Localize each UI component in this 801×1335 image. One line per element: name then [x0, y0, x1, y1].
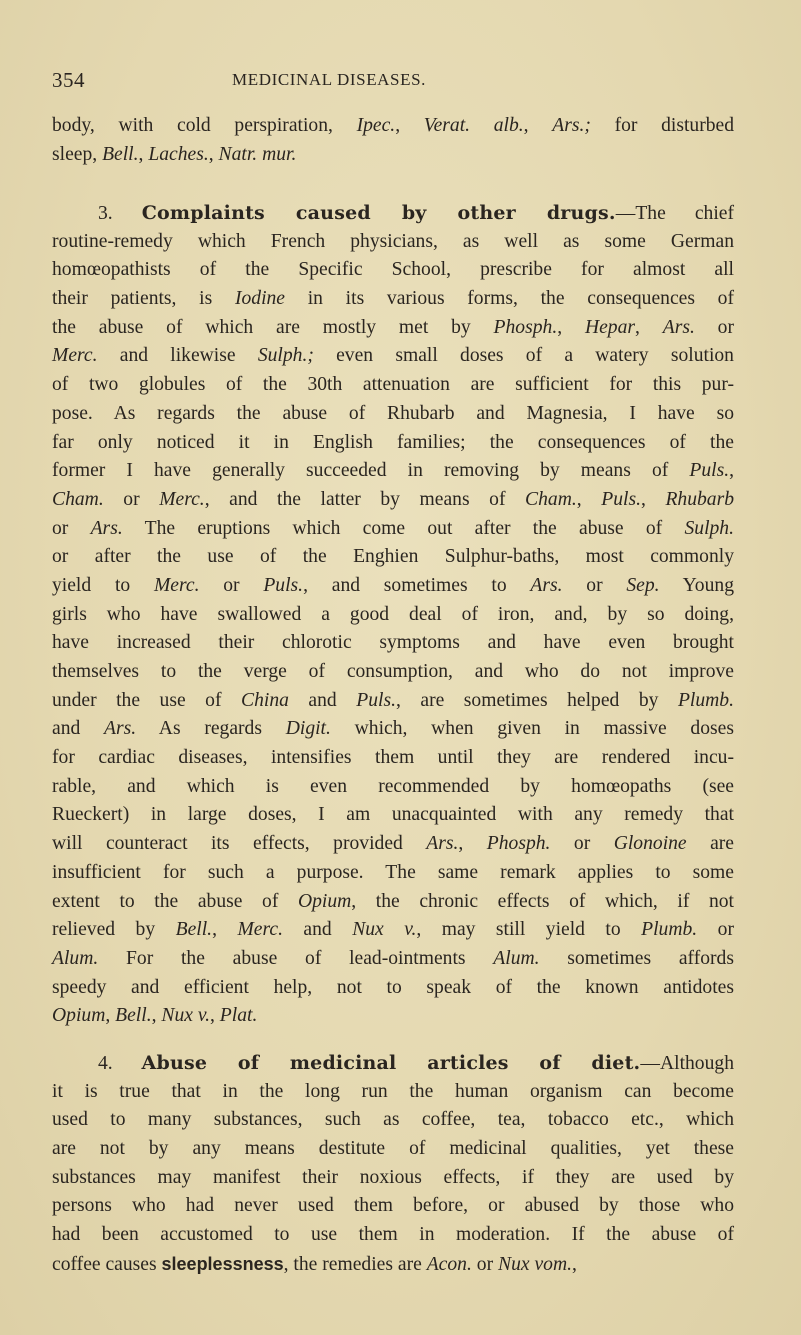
- text-run: sleep,: [52, 143, 103, 165]
- text-run: will counteract its effects, provided: [52, 833, 427, 855]
- text-line: [52, 1164, 734, 1193]
- remedy-name: Rhubarb: [665, 488, 735, 510]
- text-run: extent to the abuse of: [52, 890, 298, 912]
- remedy-name: Sep.: [626, 574, 660, 596]
- text-line: [52, 945, 734, 974]
- text-line: [52, 974, 734, 1003]
- text-run: far only noticed it in English families; the consequences of the: [52, 431, 734, 453]
- text-run: ,: [208, 143, 219, 165]
- running-title: MEDICINAL DISEASES.: [232, 70, 426, 89]
- text-run: the abuse of which are mostly met by: [52, 316, 494, 338]
- remedy-name: Digit.: [285, 718, 331, 740]
- text-run: are: [686, 833, 735, 855]
- text-line: [52, 773, 734, 802]
- text-run: ,: [212, 919, 238, 941]
- remedy-name: Glonoine: [613, 833, 687, 855]
- remedy-name: Bell.: [102, 143, 139, 165]
- remedy-name: Bell.: [115, 1005, 152, 1027]
- remedy-name: Plumb.: [677, 689, 734, 711]
- text-run: body, with cold perspiration,: [52, 115, 357, 136]
- remedy-name: Verat. alb.: [423, 115, 524, 136]
- text-run: ,: [729, 460, 734, 482]
- text-run: former I have generally succeeded in removing by means of: [52, 460, 690, 482]
- remedy-name: Ipec.: [356, 115, 396, 136]
- text-run: are not by any means destitute of medicinal qualities, yet these: [52, 1138, 734, 1160]
- remedy-name: Sulph.;: [257, 345, 314, 367]
- text-run: , the chronic effects of which, if not: [351, 890, 734, 912]
- section-number: 3.: [98, 203, 142, 224]
- remedy-name: Opium: [297, 890, 352, 912]
- remedy-name: Merc.: [153, 574, 200, 596]
- text-run: or: [103, 488, 160, 510]
- text-run: in its various forms, the consequences of: [285, 288, 735, 310]
- text-run: under the use of: [52, 689, 242, 711]
- text-run: homœopathists of the Specific School, prescribe for almost all: [52, 259, 734, 281]
- text-run: ,: [210, 1005, 220, 1027]
- text-run: and: [52, 718, 105, 740]
- remedy-name: Plat.: [219, 1005, 258, 1027]
- text-line: [52, 228, 734, 257]
- text-run: it is true that in the long run the human organism can become: [52, 1080, 734, 1102]
- remedy-name: Laches.: [148, 143, 209, 165]
- text-run: rable, and which is even recommended by homœopaths (see: [52, 775, 734, 797]
- text-run: persons who had never used them before, or abused by those who: [52, 1195, 734, 1217]
- section-heading: Complaints caused by other drugs.: [141, 202, 616, 224]
- text-line: [52, 429, 734, 458]
- text-line: [52, 601, 734, 630]
- text-run: ,: [576, 488, 602, 510]
- text-line: [52, 342, 734, 371]
- emphasis-text: sleeplessness: [161, 1253, 284, 1274]
- remedy-name: Ars.: [90, 517, 123, 539]
- text-run: for cardiac diseases, intensifies them until they are rendered incu-: [52, 747, 734, 769]
- text-line: [52, 744, 734, 773]
- text-line: [52, 859, 734, 888]
- text-run: routine-remedy which French physicians, as well as some German: [52, 230, 734, 252]
- remedy-name: Alum.: [493, 947, 540, 969]
- text-run: or after the use of the Enghien Sulphur-baths, most commonly: [52, 546, 734, 568]
- text-run: or: [694, 316, 734, 338]
- text-run: ,: [635, 316, 663, 338]
- remedy-name: Ars.: [530, 574, 563, 596]
- text-run: ,: [557, 316, 585, 338]
- remedy-name: Sulph.: [684, 517, 734, 539]
- text-run: , the remedies are: [283, 1253, 427, 1275]
- remedy-name: Natr. mur.: [218, 143, 297, 165]
- text-line: [52, 715, 734, 744]
- remedy-name: Cham.: [52, 488, 104, 510]
- remedy-name: Puls.: [689, 460, 730, 482]
- text-run: have increased their chlorotic symptoms and have even brought: [52, 632, 734, 654]
- remedy-name: Ars.: [426, 833, 459, 855]
- text-line: [52, 830, 734, 859]
- text-run: or: [52, 517, 91, 539]
- text-line: [52, 916, 734, 945]
- page-number: 354: [52, 68, 85, 92]
- text-run: —Although: [640, 1053, 734, 1074]
- text-run: or: [471, 1253, 498, 1275]
- remedy-name: Opium: [52, 1005, 106, 1027]
- text-line: [52, 1049, 734, 1078]
- section-number: 4.: [98, 1053, 142, 1074]
- text-line: [52, 314, 734, 343]
- section-heading: Abuse of medicinal articles of diet.: [141, 1052, 641, 1074]
- text-run: or: [550, 833, 614, 855]
- text-run: speedy and efficient help, not to speak of the known antidotes: [52, 976, 734, 998]
- remedy-name: Nux vom.: [498, 1253, 573, 1275]
- text-line: [52, 629, 734, 658]
- text-run: and: [282, 919, 353, 941]
- text-run: substances may manifest their noxious effects, if they are used by: [52, 1166, 734, 1188]
- remedy-name: China: [241, 689, 289, 711]
- remedy-name: Merc.: [159, 488, 205, 510]
- text-run: , are sometimes helped by: [395, 689, 678, 711]
- text-run: —The chief: [615, 203, 734, 224]
- text-line: [52, 400, 734, 429]
- text-run: or: [199, 574, 264, 596]
- remedy-name: Phosph.: [486, 833, 551, 855]
- text-line: [52, 285, 734, 314]
- text-run: Rueckert) in large doses, I am unacquainted with any remedy that: [52, 804, 734, 826]
- text-line: [52, 112, 734, 141]
- section-4-abuse-of-medicinal-articles-of-diet: [52, 1049, 734, 1279]
- text-run: ,: [640, 488, 666, 510]
- remedy-name: Bell.: [175, 919, 213, 941]
- text-line: [52, 486, 734, 515]
- text-run: , and the latter by means of: [204, 488, 526, 510]
- remedy-name: Ars.: [104, 718, 137, 740]
- text-run: girls who have swallowed a good deal of iron, and, by so doing,: [52, 603, 734, 625]
- text-run: their patients, is: [52, 288, 235, 310]
- running-header: [52, 68, 734, 92]
- text-run: or: [562, 574, 627, 596]
- text-line: [52, 1106, 734, 1135]
- text-line: [52, 1221, 734, 1250]
- remedy-name: Plumb.: [641, 919, 698, 941]
- remedy-name: Hepar: [584, 316, 636, 338]
- text-line: [52, 1250, 734, 1279]
- text-run: and: [288, 689, 357, 711]
- text-run: sometimes affords: [539, 947, 734, 969]
- text-run: relieved by: [52, 919, 176, 941]
- text-run: even small doses of a watery solution: [313, 345, 734, 367]
- text-line: [52, 371, 734, 400]
- paragraph-continuation: [52, 112, 734, 169]
- text-run: insufficient for such a purpose. The same remark applies to some: [52, 861, 734, 883]
- text-run: which, when given in massive doses: [330, 718, 734, 740]
- text-run: ,: [395, 115, 424, 136]
- text-run: , and sometimes to: [303, 574, 531, 596]
- text-run: or: [697, 919, 734, 941]
- remedy-name: Puls.: [601, 488, 641, 510]
- remedy-name: Ars.: [662, 316, 695, 338]
- text-run: for disturbed: [590, 115, 735, 136]
- text-run: The eruptions which come out after the abuse of: [122, 517, 685, 539]
- remedy-name: Ars.;: [552, 115, 591, 136]
- text-run: ,: [105, 1005, 116, 1027]
- remedy-name: Cham.: [525, 488, 577, 510]
- text-run: ,: [572, 1253, 577, 1275]
- remedy-name: Alum.: [52, 947, 99, 969]
- text-run: used to many substances, such as coffee, tea, tobacco etc., which: [52, 1109, 734, 1131]
- remedy-name: Acon.: [426, 1253, 472, 1275]
- text-run: of two globules of the 30th attenuation are sufficient for this pur-: [52, 374, 734, 396]
- text-run: For the abuse of lead-ointments: [98, 947, 494, 969]
- text-run: , may still yield to: [416, 919, 642, 941]
- text-run: yield to: [52, 574, 154, 596]
- text-line: [52, 199, 734, 228]
- remedy-name: Iodine: [234, 288, 286, 310]
- remedy-name: Puls.: [263, 574, 304, 596]
- text-line: [52, 658, 734, 687]
- text-run: themselves to the verge of consumption, and who do not improve: [52, 661, 734, 682]
- remedy-name: Merc.: [52, 345, 98, 367]
- text-line: [52, 543, 734, 572]
- text-run: and likewise: [97, 345, 258, 367]
- text-run: pose. As regards the abuse of Rhubarb and Magnesia, I have so: [52, 402, 734, 424]
- text-run: had been accustomed to use them in moderation. If the abuse of: [52, 1224, 734, 1246]
- text-line: [52, 687, 734, 716]
- text-line: [52, 1002, 734, 1031]
- text-run: coffee causes: [52, 1253, 162, 1275]
- text-run: ,: [458, 833, 487, 855]
- text-run: ,: [523, 115, 553, 136]
- text-run: Young: [659, 574, 734, 596]
- text-line: [52, 457, 734, 486]
- text-line: [52, 1135, 734, 1164]
- remedy-name: Nux v.: [161, 1005, 210, 1027]
- remedy-name: Merc.: [237, 919, 283, 941]
- section-3-complaints-caused-by-other-drugs: [52, 199, 734, 1031]
- remedy-name: Puls.: [356, 689, 396, 711]
- text-line: [52, 515, 734, 544]
- text-run: As regards: [136, 718, 286, 740]
- text-run: ,: [138, 143, 149, 165]
- text-line: [52, 1078, 734, 1107]
- remedy-name: Nux v.: [352, 919, 417, 941]
- text-line: [52, 572, 734, 601]
- text-line: [52, 1192, 734, 1221]
- text-line: [52, 256, 734, 285]
- text-line: [52, 801, 734, 830]
- text-run: ,: [151, 1005, 162, 1027]
- text-line: [52, 141, 734, 170]
- text-line: [52, 888, 734, 917]
- remedy-name: Phosph.: [493, 316, 558, 338]
